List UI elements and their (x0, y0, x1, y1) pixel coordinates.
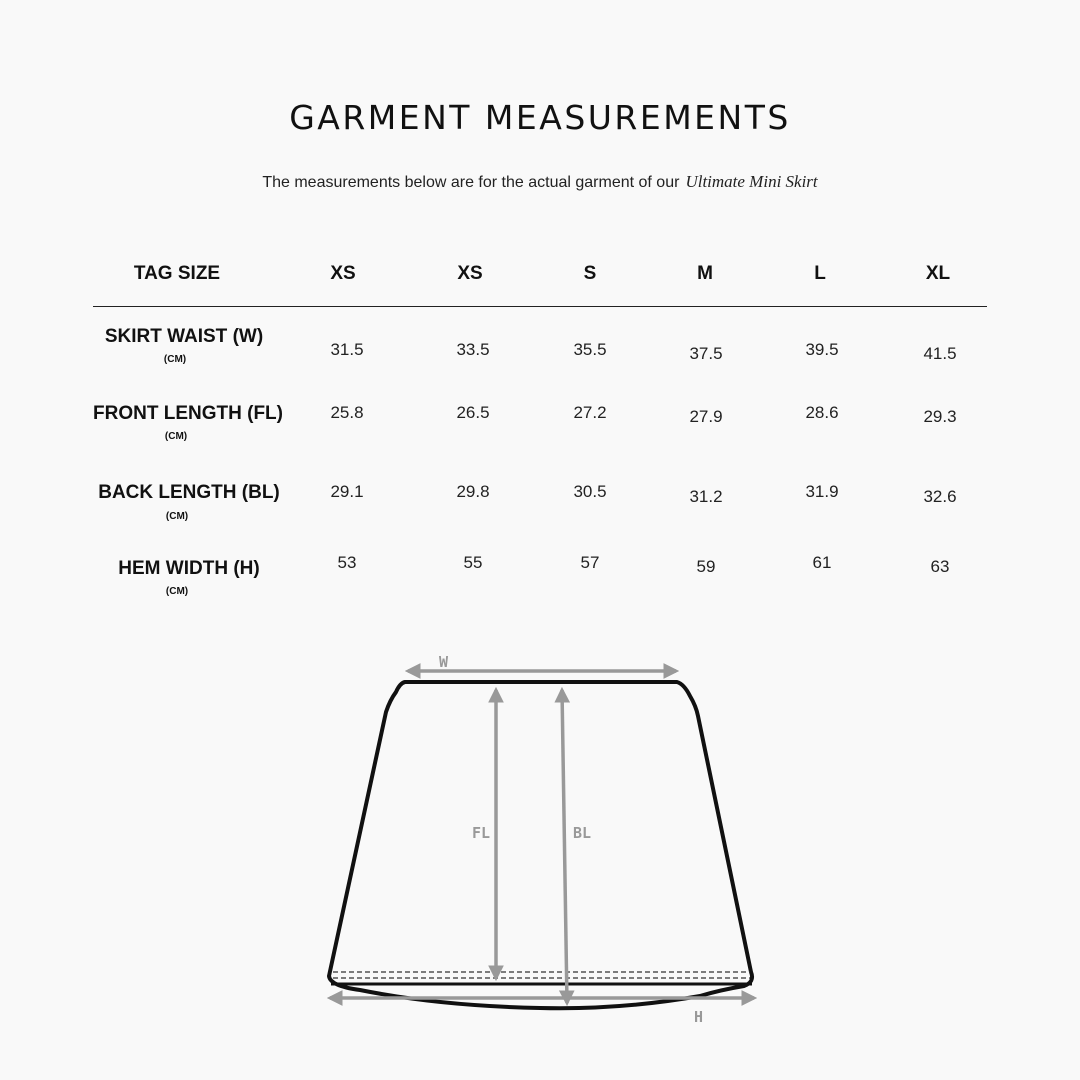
table-cell: 37.5 (689, 344, 723, 363)
table-cell: 25.8 (330, 403, 364, 422)
row-unit: (CM) (163, 354, 187, 365)
header-size-2: XS (457, 263, 483, 284)
table-cell: 41.5 (923, 344, 957, 363)
row-unit: (CM) (165, 586, 189, 597)
table-cell: 57 (580, 553, 600, 572)
header-size-4: M (697, 263, 713, 284)
header-size-3: S (583, 263, 597, 284)
table-cell: 29.1 (330, 482, 364, 501)
skirt-outline (329, 682, 752, 1008)
table-cell: 39.5 (805, 340, 839, 359)
row-unit: (CM) (164, 431, 188, 442)
table-cell: 29.8 (456, 482, 490, 501)
row-label-hem-width: HEM WIDTH (H) (118, 558, 260, 579)
row-label-front-length: FRONT LENGTH (FL) (93, 403, 283, 424)
row-label-skirt-waist: SKIRT WAIST (W) (104, 326, 264, 347)
header-size-5: L (814, 263, 826, 284)
table-cell: 26.5 (456, 403, 490, 422)
back-length-arrow (562, 690, 567, 1003)
table-cell: 31.9 (805, 482, 839, 501)
table-cell: 59 (696, 557, 716, 576)
hem-label: H (694, 1008, 704, 1026)
table-cell: 31.5 (330, 340, 364, 359)
table-cell: 30.5 (573, 482, 607, 501)
table-cell: 53 (337, 553, 357, 572)
header-size-6: XL (925, 263, 951, 284)
header-size-1: XS (330, 263, 356, 284)
header-tag-size: TAG SIZE (133, 263, 221, 284)
table-cell: 29.3 (923, 407, 957, 426)
table-cell: 32.6 (923, 487, 957, 506)
table-cell: 61 (812, 553, 832, 572)
back-length-label: BL (573, 824, 592, 842)
row-unit: (CM) (165, 511, 189, 522)
table-cell: 27.9 (689, 407, 723, 426)
row-label-back-length: BACK LENGTH (BL) (98, 482, 280, 503)
table-cell: 33.5 (456, 340, 490, 359)
page-title: GARMENT MEASUREMENTS (289, 98, 791, 137)
product-name: Ultimate Mini Skirt (685, 172, 818, 191)
table-cell: 55 (463, 553, 483, 572)
table-cell: 35.5 (573, 340, 607, 359)
table-cell: 31.2 (689, 487, 723, 506)
front-length-label: FL (472, 824, 491, 842)
table-cell: 27.2 (573, 403, 607, 422)
table-cell: 63 (930, 557, 950, 576)
table-cell: 28.6 (805, 403, 839, 422)
waist-label: W (439, 653, 449, 671)
subtitle-text: The measurements below are for the actual garment of our (262, 174, 680, 191)
